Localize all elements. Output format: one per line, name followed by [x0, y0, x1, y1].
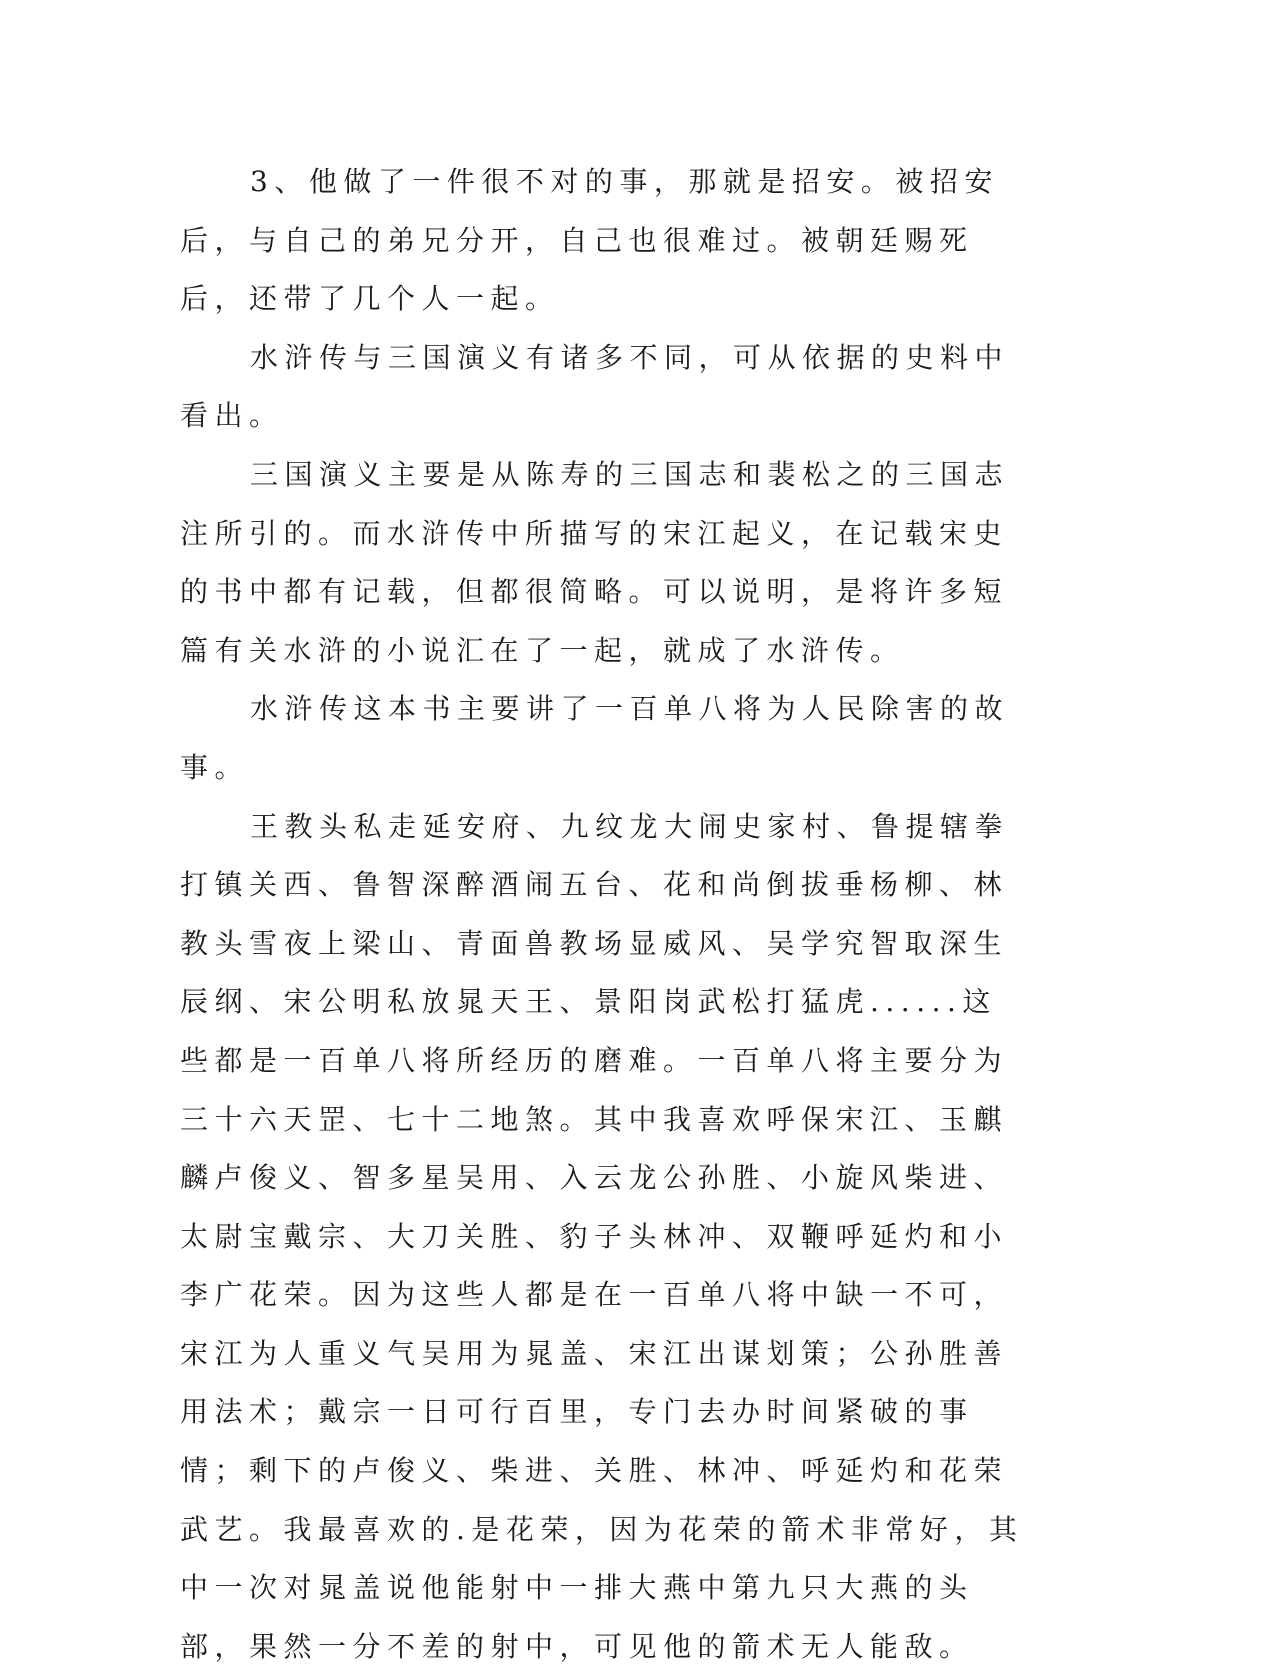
- paragraph-summary: 水浒传这本书主要讲了一百单八将为人民除害的故事。: [180, 692, 1010, 784]
- paragraph-sources: 三国演义主要是从陈寿的三国志和裴松之的三国志注所引的。而水浒传中所描写的宋江起义，在记载宋史的书中都有记载，但都很简略。可以说明，是将许多短篇有关水浒的小说汇在了一起，就成了水浒传。: [180, 457, 1010, 667]
- paragraph-differences: 水浒传与三国演义有诸多不同，可从依据的史料中看出。: [180, 340, 1010, 433]
- paragraph-zhaoan: 3、他做了一件很不对的事，那就是招安。被招安后，与自己的弟兄分开，自己也很难过。被朝廷赐死后，还带了几个人一起。: [180, 165, 999, 316]
- paragraph-heroes: 王教头私走延安府、九纹龙大闹史家村、鲁提辖拳打镇关西、鲁智深醉酒闹五台、花和尚倒拔垂杨柳、林教头雪夜上梁山、青面兽教场显威风、吴学究智取深生辰纲、宋公明私放晁天王、景阳岗武松打猛虎......这些都是一百单八将所经历的磨难。一百单八将主要分为三十六天罡、七十二地煞。其中我喜欢呼保宋江、玉麒麟卢俊义、智多星吴用、入云龙公孙胜、小旋风柴进、太尉宝戴宗、大刀关胜、豹子头林冲、双鞭呼延灼和小李广花荣。因为这些人都是在一百单八将中缺一不可，宋江为人重义气吴用为晁盖、宋江出谋划策；公孙胜善用法术；戴宗一日可行百里，专门去办时间紧破的事情；剩下的卢俊义、柴进、关胜、林冲、呼延灼和花荣武艺。我最喜欢的.是花荣，因为花荣的箭术非常好，其中一次对晁盖说他能射中一排大燕中第九只大燕的头部，果然一分不差的射中，可见他的箭术无人能敌。: [180, 809, 1024, 1663]
- document-body: [180, 153, 1028, 1676]
